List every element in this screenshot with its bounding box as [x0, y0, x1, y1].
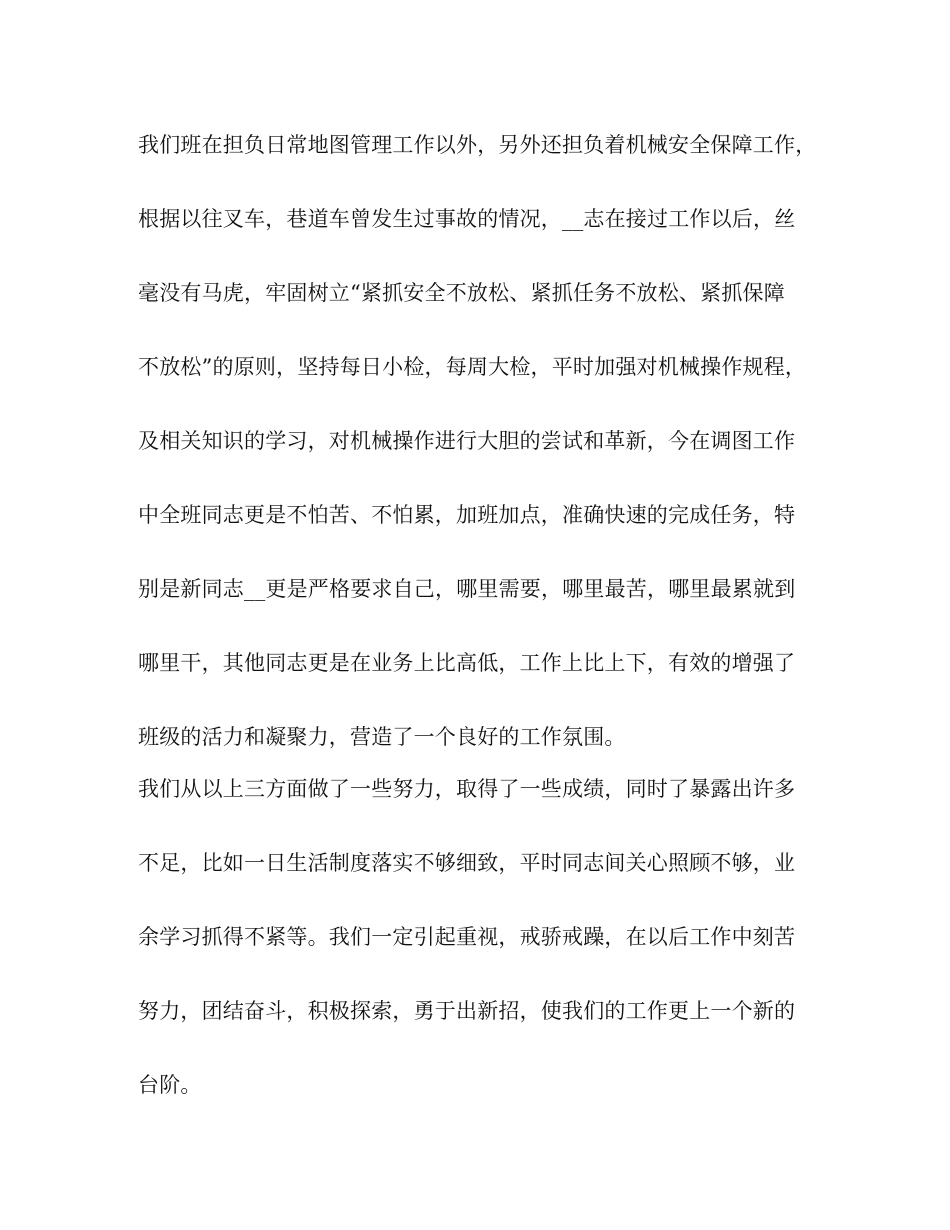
text-line: 毫没有马虎，牢固树立“紧抓安全不放松、紧抓任务不放松、紧抓保障 — [138, 281, 785, 305]
text-line: 中全班同志更是不怕苦、不怕累，加班加点，准确快速的完成任务，特 — [138, 503, 796, 527]
text-line: 别是新同志__更是严格要求自己，哪里需要，哪里最苦，哪里最累就到 — [138, 577, 796, 601]
text-line: 不放松”的原则，坚持每日小检，每周大检，平时加强对机械操作规程， — [138, 355, 807, 379]
text-line: 哪里干，其他同志更是在业务上比高低，工作上比上下，有效的增强了 — [138, 651, 796, 675]
text-line: 根据以往叉车，巷道车曾发生过事故的情况，__志在接过工作以后，丝 — [138, 207, 796, 231]
text-line: 及相关知识的学习，对机械操作进行大胆的尝试和革新，今在调图工作 — [138, 429, 796, 453]
text-line: 班级的活力和凝聚力，营造了一个良好的工作氛围。 — [138, 725, 626, 749]
text-line: 余学习抓得不紧等。我们一定引起重视，戒骄戒躁，在以后工作中刻苦 — [138, 925, 796, 949]
text-line: 努力，团结奋斗，积极探索，勇于出新招，使我们的工作更上一个新的 — [138, 999, 796, 1023]
text-line: 台阶。 — [138, 1073, 202, 1097]
text-line: 不足，比如一日生活制度落实不够细致，平时同志间关心照顾不够，业 — [138, 851, 796, 875]
text-line: 我们从以上三方面做了一些努力，取得了一些成绩，同时了暴露出许多 — [138, 777, 796, 801]
text-line: 我们班在担负日常地图管理工作以外，另外还担负着机械安全保障工作， — [138, 133, 817, 157]
